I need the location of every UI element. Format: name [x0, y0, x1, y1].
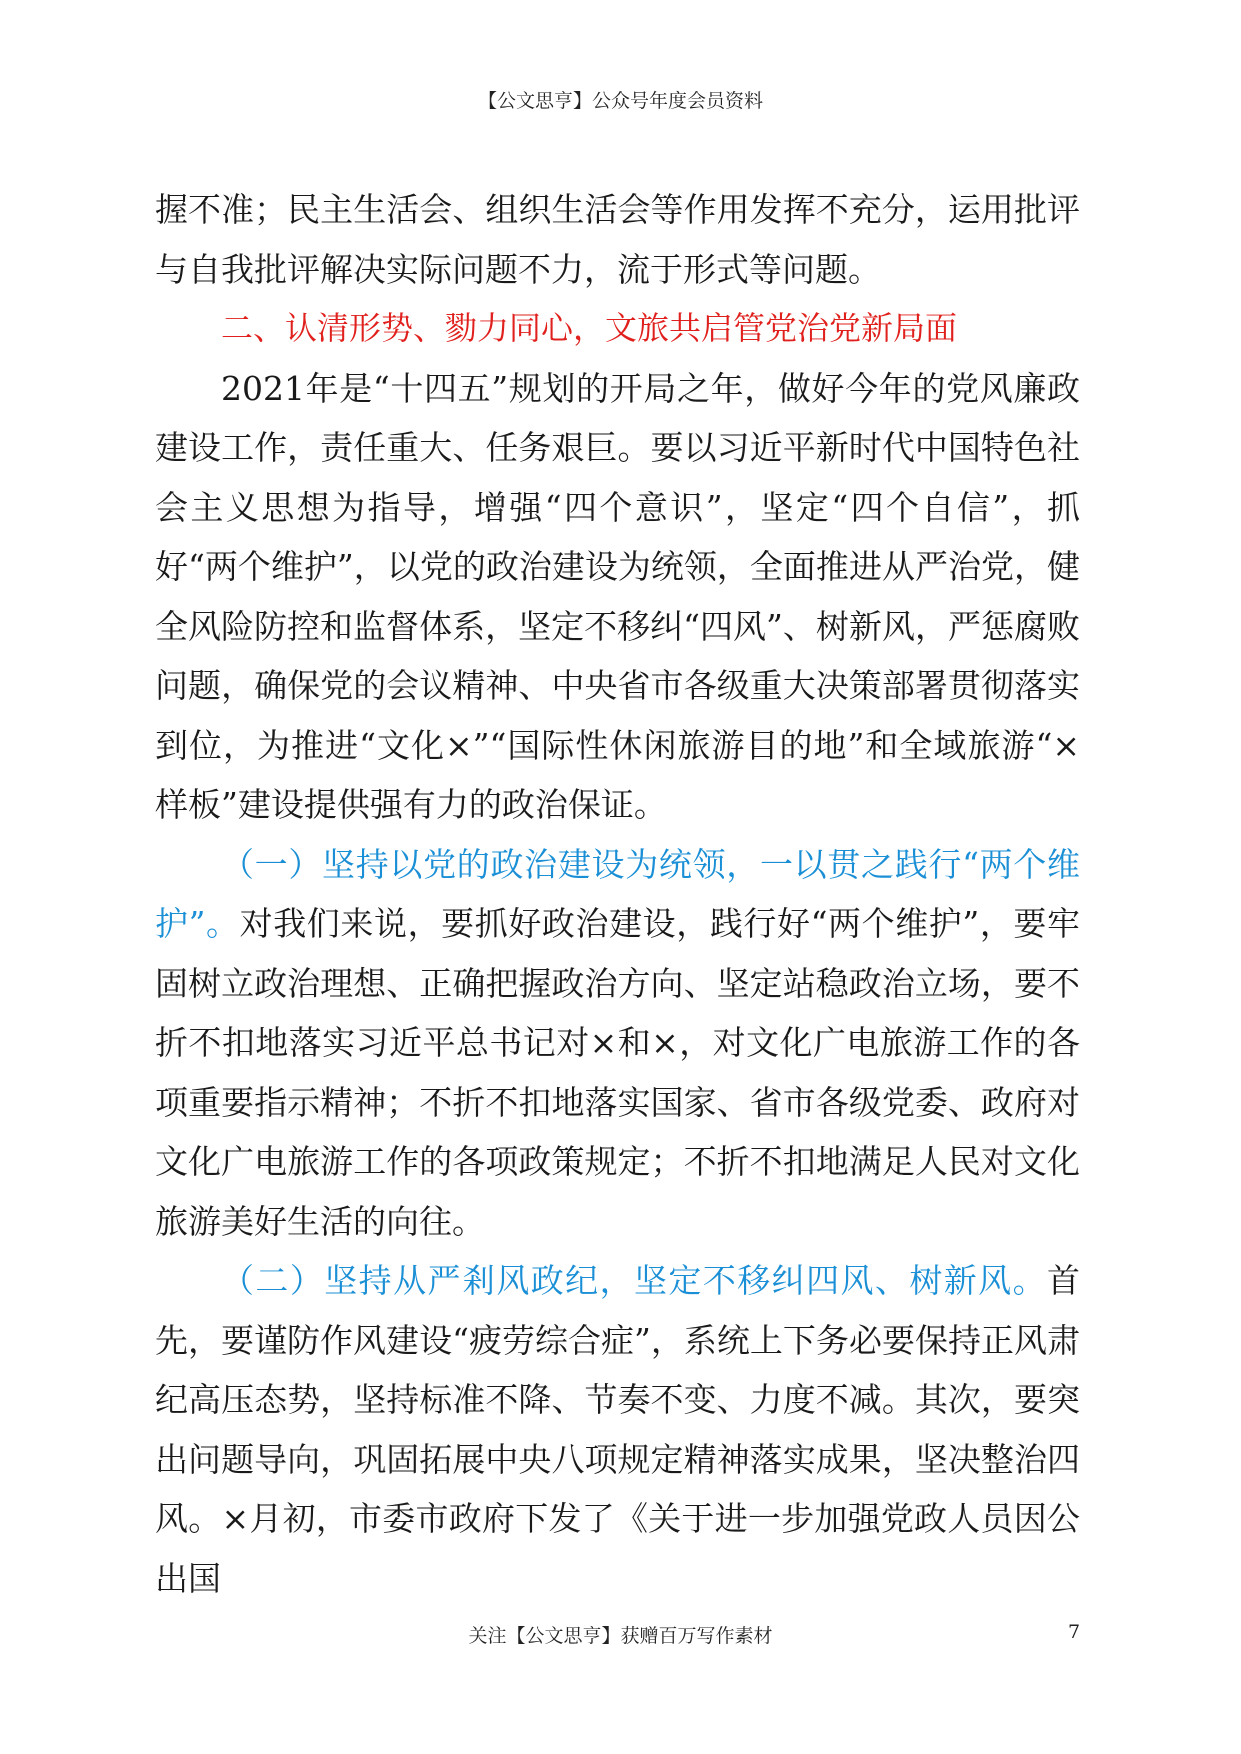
subsection-1-text: 对我们来说，要抓好政治建设，践行好“两个维护”，要牢固树立政治理想、正确把握政治方向、坚定站稳政治立场，要不折不扣地落实习近平总书记对×和×，对文化广电旅游工作的各项重要指示精神；不折不扣地落实国家、省市各级党委、政府对文化广电旅游工作的各项政策规定；不折不扣地满足人民对文化旅游美好生活的向往。 [155, 904, 1081, 1241]
page-number: 7 [1068, 1621, 1081, 1643]
subsection-2-heading: （二）坚持从严剎风政纪，坚定不移纠四风、树新风。 [221, 1261, 1047, 1300]
subsection-2 [155, 1251, 1080, 1608]
document-body [155, 180, 1080, 1608]
intro-paragraph: 握不准；民主生活会、组织生活会等作用发挥不充分，运用批评与自我批评解决实际问题不力，流于形式等问题。 [155, 190, 1080, 289]
page-footer: 关注【公文思亨】获赠百万写作素材 [468, 1625, 773, 1647]
page-header: 【公文思亨】公众号年度会员资料 [477, 90, 763, 112]
section-heading: 二、认清形势、勠力同心，文旅共启管党治党新局面 [221, 309, 958, 347]
paragraph-1: 2021年是“十四五”规划的开局之年，做好今年的党风廉政建设工作，责任重大、任务艰巨。要以习近平新时代中国特色社会主义思想为指导，增强“四个意识”，坚定“四个自信”，抓好“两个维护”，以党的政治建设为统领，全面推进从严治党，健全风险防控和监督体系，坚定不移纠“四风”、树新风，严惩腐败问题，确保党的会议精神、中央省市各级重大决策部署贯彻落实到位，为推进“文化×”“国际性休闲旅游目的地”和全域旅游“×样板”建设提供强有力的政治保证。 [155, 368, 1080, 824]
subsection-1 [155, 835, 1080, 1252]
subsection-2-text: 首先，要谨防作风建设“疲劳综合症”，系统上下务必要保持正风肃纪高压态势，坚持标准不降、节奏不变、力度不减。其次，要突出问题导向，巩固拓展中央八项规定精神落实成果，坚决整治四风。×月初，市委市政府下发了《关于进一步加强党政人员因公出国 [155, 1261, 1080, 1598]
subsection-1-heading: （一）坚持以党的政治建设为统领，一以贯之践行“两个维护”。 [155, 844, 1080, 943]
